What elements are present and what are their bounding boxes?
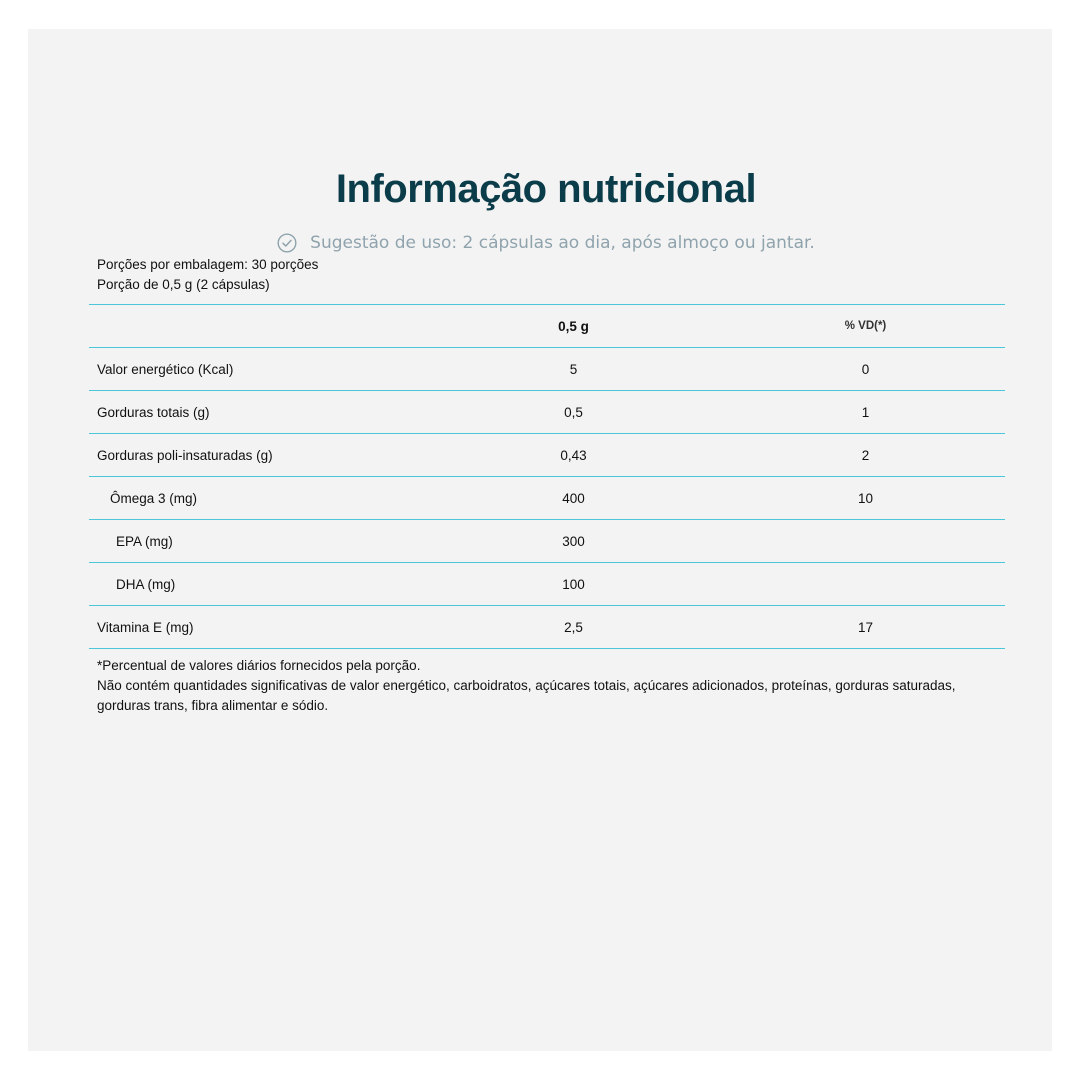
nutrient-value: 400 bbox=[421, 477, 726, 520]
nutrition-table bbox=[89, 304, 1005, 649]
nutrient-name: Gorduras poli-insaturadas (g) bbox=[89, 434, 421, 477]
table-row bbox=[89, 520, 1005, 563]
usage-suggestion bbox=[28, 233, 1064, 253]
check-circle-icon bbox=[277, 233, 297, 253]
header-nutrient bbox=[89, 305, 421, 348]
nutrient-value: 0,43 bbox=[421, 434, 726, 477]
nutrient-name: EPA (mg) bbox=[89, 520, 421, 563]
portion-info bbox=[97, 255, 318, 295]
nutrient-vd: 2 bbox=[726, 434, 1005, 477]
footnote bbox=[97, 656, 997, 716]
nutrient-value: 300 bbox=[421, 520, 726, 563]
portion-size: Porção de 0,5 g (2 cápsulas) bbox=[97, 277, 270, 292]
nutrient-name: Valor energético (Kcal) bbox=[89, 348, 421, 391]
table-row bbox=[89, 434, 1005, 477]
nutrient-vd: 1 bbox=[726, 391, 1005, 434]
table-row bbox=[89, 606, 1005, 649]
nutrient-value: 0,5 bbox=[421, 391, 726, 434]
nutrient-name: Ômega 3 (mg) bbox=[89, 477, 421, 520]
table-row bbox=[89, 348, 1005, 391]
nutrient-value: 2,5 bbox=[421, 606, 726, 649]
footnote-daily-values: *Percentual de valores diários fornecidos pela porção. bbox=[97, 658, 421, 673]
table-header-row bbox=[89, 305, 1005, 348]
nutrient-vd: 0 bbox=[726, 348, 1005, 391]
table-row bbox=[89, 391, 1005, 434]
nutrient-name: Gorduras totais (g) bbox=[89, 391, 421, 434]
nutrient-vd: 17 bbox=[726, 606, 1005, 649]
nutrient-name: Vitamina E (mg) bbox=[89, 606, 421, 649]
nutrient-name: DHA (mg) bbox=[89, 563, 421, 606]
portions-per-package: Porções por embalagem: 30 porções bbox=[97, 257, 319, 272]
nutrient-value: 5 bbox=[421, 348, 726, 391]
nutrition-panel bbox=[28, 29, 1052, 1051]
footnote-not-significant: Não contém quantidades significativas de valor energético, carboidratos, açúcares totais, açúcares adicionados, proteínas, gorduras saturadas, gorduras trans, fibra alimentar e sódio. bbox=[97, 678, 956, 713]
table-row bbox=[89, 477, 1005, 520]
nutrient-vd bbox=[726, 520, 1005, 563]
usage-suggestion-text: Sugestão de uso: 2 cápsulas ao dia, após almoço ou jantar. bbox=[310, 233, 815, 253]
page-title: Informação nutricional bbox=[335, 167, 757, 211]
header-portion-amount: 0,5 g bbox=[421, 305, 726, 348]
table-row bbox=[89, 563, 1005, 606]
nutrient-vd: 10 bbox=[726, 477, 1005, 520]
nutrient-value: 100 bbox=[421, 563, 726, 606]
nutrient-vd bbox=[726, 563, 1005, 606]
header-daily-value: % VD(*) bbox=[726, 305, 1005, 348]
